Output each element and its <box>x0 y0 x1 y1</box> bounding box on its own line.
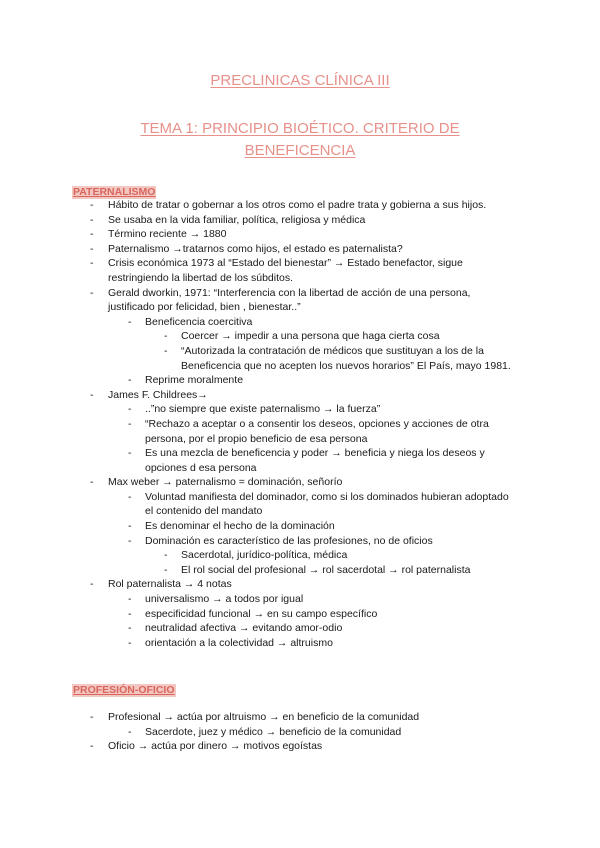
list-item: - especificidad funcional → en su campo específico <box>128 607 378 620</box>
bullet-dash: - <box>128 315 132 328</box>
paternalismo-list <box>0 198 600 650</box>
bullet-dash: - <box>164 563 168 576</box>
list-item: - Beneficencia coercitiva <box>128 315 253 328</box>
bullet-dash: - <box>128 417 132 430</box>
bullet-dash: - <box>90 199 94 211</box>
bullet-dash: - <box>90 388 94 401</box>
bullet-dash: - <box>90 257 94 270</box>
bullet-dash: - <box>128 607 132 620</box>
list-item: - James F. Childrees→ <box>90 388 208 401</box>
list-item: - Max weber → paternalismo = dominación, señorío <box>90 476 343 489</box>
list-item: - Oficio → actúa por dinero → motivos egoístas <box>90 740 323 753</box>
list-item: - Paternalismo →tratarnos como hijos, el estado es paternalista? <box>90 242 403 255</box>
bullet-dash: - <box>128 520 132 533</box>
list-item: - Se usaba en la vida familiar, política, religiosa y médica <box>90 213 366 226</box>
list-item: - “Autorizada la contratación de médicos que sustituyan a los de la Beneficencia que no acepten los nuevos horarios” El País, mayo 1981. <box>164 344 511 372</box>
list-item: - Es denominar el hecho de la dominación <box>128 520 335 533</box>
bullet-dash: - <box>90 578 94 591</box>
topic-title: TEMA 1: PRINCIPIO BIOÉTICO. CRITERIO DE BENEFICENCIA <box>140 120 460 159</box>
bullet-dash: - <box>164 549 168 562</box>
bullet-dash: - <box>90 286 94 299</box>
section-heading-profesion-oficio: PROFESIÓN-OFICIO <box>73 684 175 696</box>
page-title: PRECLINICAS CLÍNICA III <box>210 72 390 89</box>
list-item: - Voluntad manifiesta del dominador, como si los dominados hubieran adoptado el contenido del mandato <box>128 490 509 518</box>
bullet-dash: - <box>128 534 132 547</box>
bullet-dash: - <box>128 447 132 460</box>
bullet-dash: - <box>128 725 132 738</box>
bullet-dash: - <box>164 330 168 343</box>
list-item: - orientación a la colectividad → altruismo <box>128 636 333 649</box>
bullet-dash: - <box>90 228 94 241</box>
list-item: - Coercer → impedir a una persona que haga cierta cosa <box>164 330 440 343</box>
bullet-dash: - <box>128 490 132 503</box>
list-item: - Hábito de tratar o gobernar a los otros como el padre trata y gobierna a sus hijos. <box>90 199 487 211</box>
list-item: - Sacerdotal, jurídico-política, médica <box>164 549 348 562</box>
bullet-dash: - <box>90 213 94 226</box>
list-item: - Profesional → actúa por altruismo → en beneficio de la comunidad <box>90 711 420 723</box>
bullet-dash: - <box>90 242 94 255</box>
section-heading-paternalismo: PATERNALISMO <box>73 186 156 198</box>
profesion-oficio-list <box>0 710 600 754</box>
bullet-dash: - <box>128 622 132 635</box>
bullet-dash: - <box>90 740 94 753</box>
bullet-dash: - <box>128 374 132 387</box>
list-item: - ..”no siempre que existe paternalismo → la fuerza” <box>128 403 381 416</box>
list-item: - Dominación es característico de las profesiones, no de oficios <box>128 534 433 547</box>
list-item: - Reprime moralmente <box>128 374 244 387</box>
bullet-dash: - <box>128 593 132 606</box>
list-item: - Crisis económica 1973 al “Estado del bienestar” → Estado benefactor, sigue restringiendo la libertad de los súbditos. <box>90 257 463 284</box>
list-item: - Gerald dworkin, 1971: “Interferencia con la libertad de acción de una persona, justificado por felicidad, bien , bienestar..” <box>90 286 471 314</box>
bullet-dash: - <box>128 403 132 416</box>
bullet-dash: - <box>90 711 94 723</box>
list-item: - universalismo → a todos por igual <box>128 593 304 606</box>
list-item: - Sacerdote, juez y médico → beneficio de la comunidad <box>128 725 402 738</box>
list-item: - El rol social del profesional → rol sacerdotal → rol paternalista <box>164 563 471 576</box>
bullet-dash: - <box>164 344 168 357</box>
bullet-dash: - <box>128 636 132 649</box>
list-item: - Término reciente → 1880 <box>90 228 227 241</box>
list-item: - Es una mezcla de beneficencia y poder → beneficia y niega los deseos y opciones d esa persona <box>128 447 485 474</box>
list-item: - neutralidad afectiva → evitando amor-odio <box>128 622 343 635</box>
bullet-dash: - <box>90 476 94 489</box>
list-item: - “Rechazo a aceptar o a consentir los deseos, opciones y acciones de otra persona, por el propio beneficio de esa persona <box>128 417 489 445</box>
list-item: - Rol paternalista → 4 notas <box>90 578 232 591</box>
